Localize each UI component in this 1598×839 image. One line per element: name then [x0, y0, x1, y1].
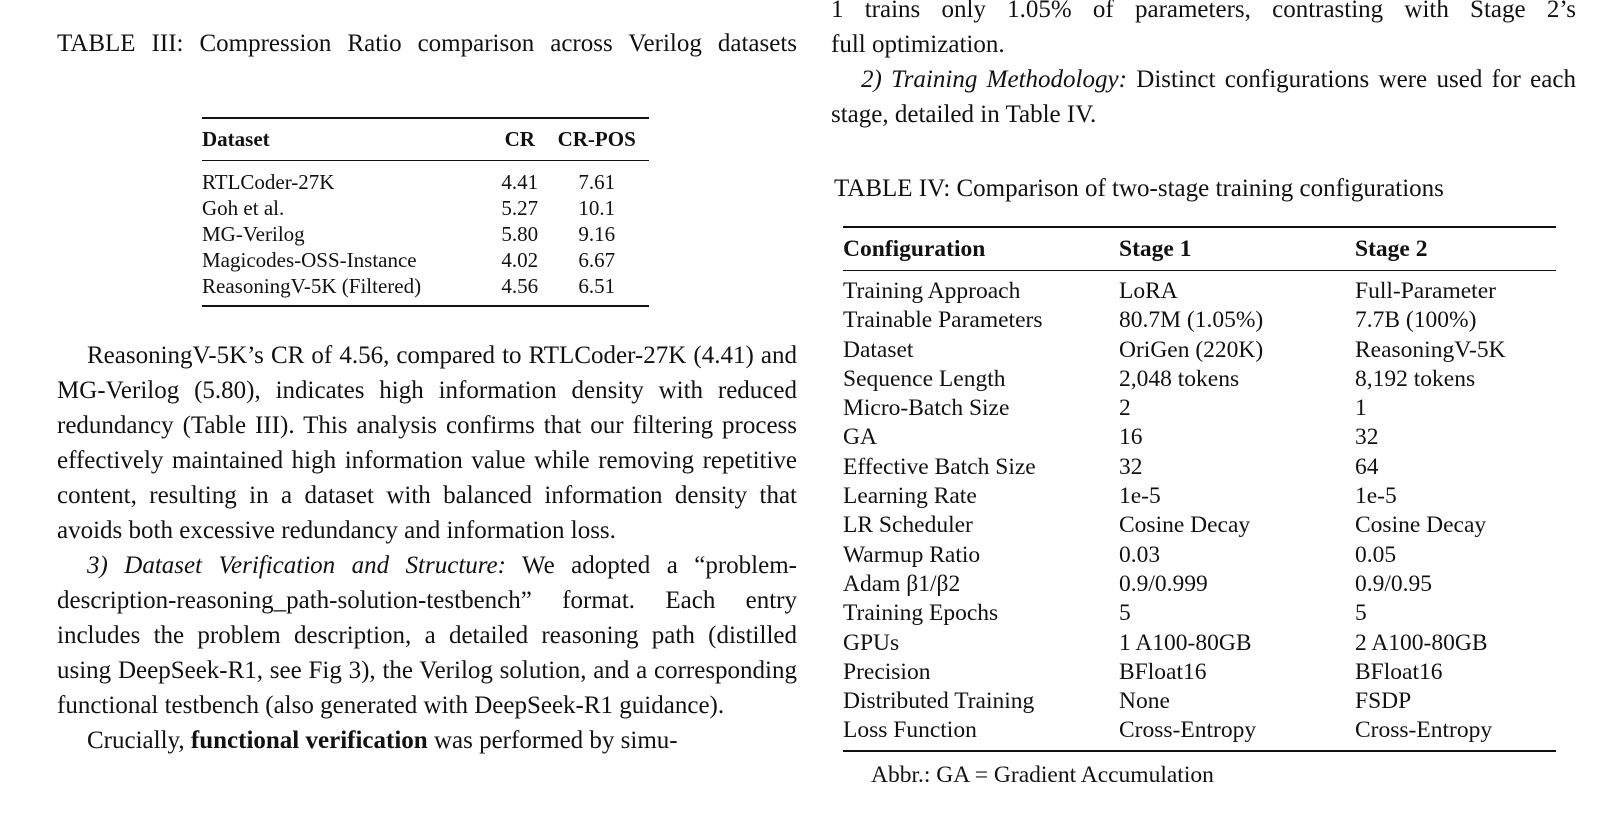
table-row	[843, 336, 1556, 365]
table-row	[843, 599, 1556, 628]
table-cell: 1e-5	[1119, 483, 1161, 510]
table-cell: 1e-5	[1355, 483, 1397, 510]
table-cell: 5	[1119, 600, 1131, 627]
table3-header-row	[202, 118, 649, 161]
table-cell: Cross-Entropy	[1355, 717, 1493, 744]
table-row	[843, 658, 1556, 687]
table-row	[843, 629, 1556, 658]
table-cell: Training Approach	[843, 278, 1021, 304]
table-cell: 4.56	[501, 274, 539, 298]
table-cell: 2 A100-80GB	[1355, 629, 1488, 656]
table-row	[202, 247, 649, 273]
table-row	[843, 365, 1556, 394]
table-cell: 0.9/0.95	[1355, 570, 1433, 597]
table-cell: 1	[1355, 395, 1367, 422]
table3-header: CR	[495, 118, 544, 161]
table-cell: 6.67	[578, 248, 616, 272]
table-cell: Cosine Decay	[1355, 512, 1487, 539]
table-cell: 2	[1119, 395, 1131, 422]
body-text-right	[831, 0, 1576, 132]
table-cell: Warmup Ratio	[843, 541, 981, 568]
table-cell: 32	[1119, 453, 1143, 480]
table-cell: None	[1119, 688, 1170, 715]
table-cell: 32	[1355, 424, 1379, 451]
table4-header-row	[843, 227, 1556, 271]
table-cell: BFloat16	[1355, 658, 1443, 685]
table-cell: 1 A100-80GB	[1119, 629, 1252, 656]
table-cell: Precision	[843, 658, 931, 685]
table-cell: Effective Batch Size	[843, 453, 1036, 480]
table4-header: Configuration	[843, 227, 1119, 271]
table-cell: 5.27	[501, 196, 539, 220]
paragraph-functional-verification: Crucially, functional verification was performed by simu-	[87, 727, 678, 754]
table-cell: 2,048 tokens	[1119, 365, 1240, 392]
table-cell: GPUs	[843, 629, 900, 656]
table4-header: Stage 2	[1355, 227, 1556, 271]
table-cell: Training Epochs	[843, 600, 999, 627]
table-row	[843, 570, 1556, 599]
table-cell: Cross-Entropy	[1119, 717, 1257, 744]
paragraph-training-methodology: 2) Training Methodology: Distinct configurations were used for each stage, detailed in Table IV.	[831, 66, 1576, 128]
table-cell: FSDP	[1355, 688, 1412, 715]
subsection-heading: 2) Training Methodology:	[861, 66, 1127, 93]
table-cell: Adam β1/β2	[843, 570, 961, 597]
table-cell: 9.16	[578, 222, 616, 246]
text-line: 1 trains only 1.05% of parameters, contrasting with Stage 2’s	[831, 0, 1576, 23]
table-row	[843, 541, 1556, 570]
table-cell: Dataset	[843, 336, 914, 363]
table-row	[202, 161, 649, 196]
table-row	[843, 394, 1556, 423]
table-cell: Micro-Batch Size	[843, 395, 1010, 422]
table-cell: Magicodes-OSS-Instance	[202, 248, 417, 272]
table-cell: GA	[843, 424, 877, 451]
table-row	[843, 306, 1556, 335]
table-cell: 5.80	[501, 222, 539, 246]
table-row	[202, 195, 649, 221]
table4-caption: TABLE IV: Comparison of two-stage training configurations	[834, 175, 1444, 202]
table3-header: CR-POS	[544, 118, 649, 161]
table-cell: Learning Rate	[843, 483, 977, 510]
table-cell: 5	[1355, 600, 1367, 627]
table4	[843, 226, 1556, 752]
table-cell: 0.9/0.999	[1119, 570, 1208, 597]
table-row	[843, 423, 1556, 452]
table3-header: Dataset	[202, 118, 495, 161]
table3	[202, 117, 649, 307]
table-cell: 0.03	[1119, 541, 1161, 568]
table-cell: Full-Parameter	[1355, 278, 1496, 304]
table-row	[843, 716, 1556, 750]
table-cell: Distributed Training	[843, 688, 1035, 715]
body-text-left	[57, 338, 797, 758]
table-cell: 64	[1355, 453, 1379, 480]
subsection-heading: 3) Dataset Verification and Structure:	[87, 552, 506, 579]
table-row	[843, 511, 1556, 540]
table-cell: 6.51	[578, 274, 616, 298]
table-cell: ReasoningV-5K	[1355, 336, 1506, 363]
table-row	[843, 453, 1556, 482]
paragraph-dataset-verification: 3) Dataset Verification and Structure: We adopted a “problem-description-reasoning_path-solution-testbench” format. Each entry includes the problem description, a detailed reasoning path (distilled using DeepSeek-R1, see Fig 3), the Verilog solution, and a corresponding functional testbench (also generated with DeepSeek-R1 guidance).	[57, 552, 797, 719]
table-cell: Loss Function	[843, 717, 977, 744]
table-cell: 16	[1119, 424, 1143, 451]
table-cell: 7.61	[578, 170, 616, 194]
table-row	[202, 221, 649, 247]
table-cell: RTLCoder-27K	[202, 170, 335, 194]
table4-footnote: Abbr.: GA = Gradient Accumulation	[871, 762, 1214, 788]
table-cell: BFloat16	[1119, 658, 1207, 685]
table-cell: 7.7B (100%)	[1355, 307, 1477, 334]
table-row	[202, 273, 649, 306]
bold-term: functional verification	[190, 727, 428, 754]
table-cell: OriGen (220K)	[1119, 336, 1264, 363]
table-cell: 10.1	[578, 196, 616, 220]
table-cell: Goh et al.	[202, 196, 285, 220]
table-cell: 0.05	[1355, 541, 1397, 568]
table-cell: ReasoningV-5K (Filtered)	[202, 274, 422, 298]
table-row	[843, 482, 1556, 511]
table-cell: 8,192 tokens	[1355, 365, 1476, 392]
table4-header: Stage 1	[1119, 227, 1355, 271]
table-row	[843, 271, 1556, 307]
table3-caption: TABLE III: Compression Ratio comparison across Verilog datasets	[57, 30, 797, 57]
table-row	[843, 687, 1556, 716]
table-cell: Cosine Decay	[1119, 512, 1251, 539]
table-cell: Trainable Parameters	[843, 307, 1043, 334]
text-line: full optimization.	[831, 31, 1005, 58]
table-cell: LoRA	[1119, 278, 1178, 304]
table-cell: MG-Verilog	[202, 222, 305, 246]
paragraph-cr-analysis: ReasoningV-5K’s CR of 4.56, compared to RTLCoder-27K (4.41) and MG-Verilog (5.80), indicates high information density with reduced redundancy (Table III). This analysis confirms that our filtering process effectively maintained high information value while removing repetitive content, resulting in a dataset with balanced information density that avoids both excessive redundancy and information loss.	[57, 342, 797, 544]
table-cell: 80.7M (1.05%)	[1119, 307, 1264, 334]
table-cell: 4.41	[501, 170, 539, 194]
table-cell: LR Scheduler	[843, 512, 973, 539]
table-cell: Sequence Length	[843, 365, 1006, 392]
table-cell: 4.02	[501, 248, 539, 272]
